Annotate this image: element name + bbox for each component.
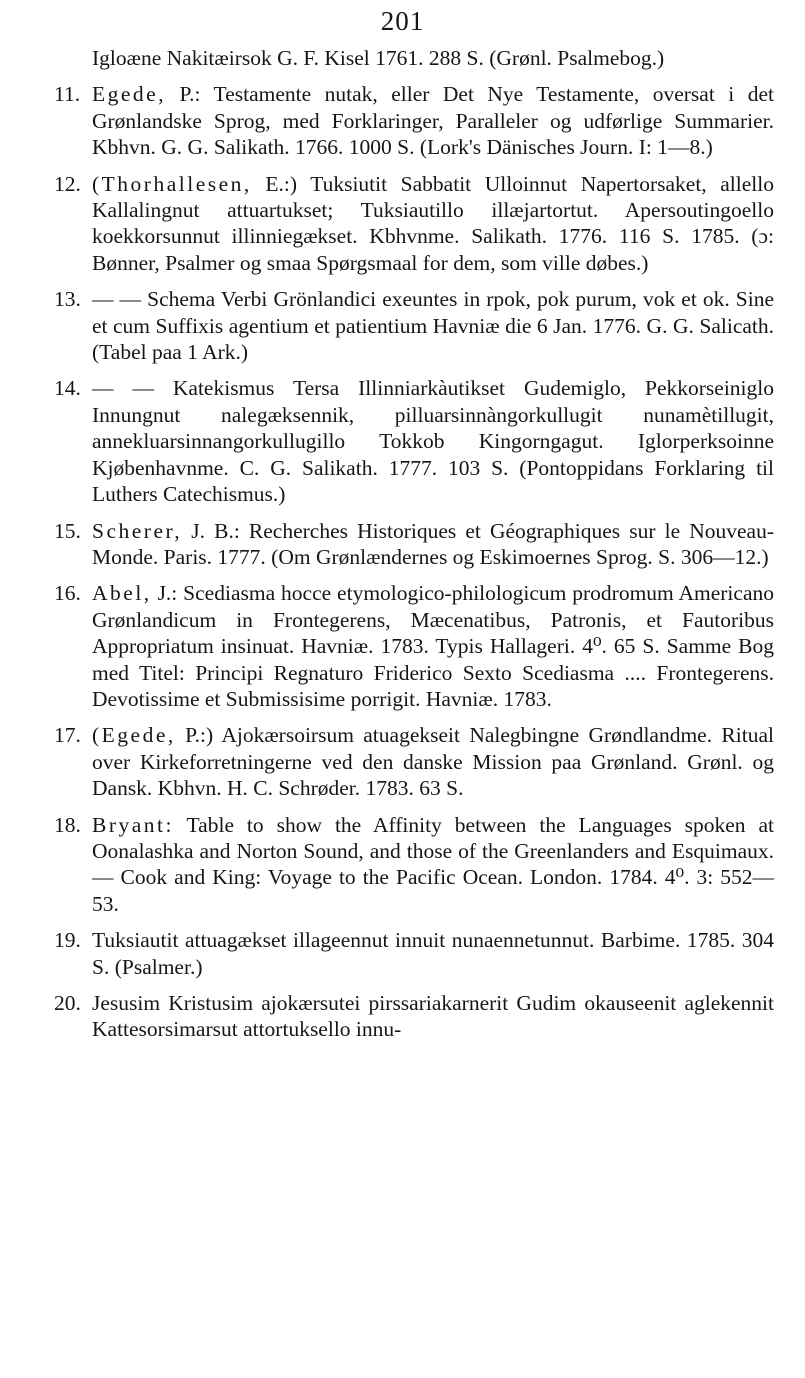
entry-number: 19. (54, 928, 81, 953)
bibliography-list (54, 45, 774, 1053)
bibliography-entry (54, 990, 774, 1043)
entry-author: Bryant: (92, 812, 174, 837)
entry-number: 14. (54, 376, 81, 401)
entry-number: 17. (54, 723, 81, 748)
entry-author: (Thorhallesen, (92, 171, 252, 196)
page-number: 201 (380, 6, 425, 36)
bibliography-entry (54, 927, 774, 980)
bibliography-entry (54, 45, 774, 71)
entry-author: Egede, (92, 82, 167, 107)
bibliography-entry (54, 286, 774, 365)
bibliography-entry (54, 580, 774, 712)
entry-number: 18. (54, 812, 81, 837)
entry-text: Tuksiautit attuagækset illageennut innuit nunaennetunnut. Barbime. 1785. 304 S. (Psalmer.) (92, 928, 774, 979)
entry-text: — — Schema Verbi Grönlandici exeuntes in rpok, pok purum, vok et ok. Sine et cum Suffixis agentium et patientium Havniæ die 6 Jan. 1776. G. G. Salicath. (Tabel paa 1 Ark.) (92, 287, 774, 365)
entry-text: Table to show the Affinity between the Languages spoken at Oonalashka and Norton Sound, and those of the Greenlanders and Esquimaux. — Cook and King: Voyage to the Pacific Ocean. London. 1784. 4⁰. 3: 552—53. (92, 812, 774, 916)
entry-text: Igloæne Nakitæirsok G. F. Kisel 1761. 288 S. (Grønl. Psalmebog.) (92, 46, 665, 70)
entry-number: 12. (54, 171, 81, 196)
bibliography-entry (54, 518, 774, 571)
entry-text: E.:) Tuksiutit Sabbatit Ulloinnut Napertorsaket, allello Kallalingnut attuartukset; Tuksiautillo illæjartortut. Apersoutingoello koekkorsunnut illinniegækset. Kbhvnme. Salikath. 1776. 116 S. 1785. (ɔ: Bønner, Psalmer og smaa Spørgsmaal for dem, som ville døbes.) (92, 171, 774, 275)
entry-text: Jesusim Kristusim ajokærsutei pirssariakarnerit Gudim okauseenit aglekennit Kattesorsimarsut attortuksello innu- (92, 991, 774, 1042)
entry-number: 16. (54, 581, 81, 606)
entry-text: P.: Testamente nutak, eller Det Nye Testamente, oversat i det Grønlandske Sprog, med Forklaringer, Paralleler og udførlige Summarier. Kbhvn. G. G. Salikath. 1766. 1000 S. (Lork's Dänisches Journ. I: 1—8.) (92, 82, 774, 160)
entry-number: 11. (54, 82, 81, 107)
bibliography-entry (54, 171, 774, 277)
bibliography-entry (54, 722, 774, 801)
entry-text: P.:) Ajokærsoirsum atuagekseit Nalegbingne Grøndlandme. Ritual over Kirkeforretningerne ved den danske Mission paa Grønland. Grønl. og Dansk. Kbhvn. H. C. Schrøder. 1783. 63 S. (92, 723, 774, 801)
entry-number: 20. (54, 991, 81, 1015)
entry-author: (Egede, (92, 723, 176, 748)
entry-number: 15. (54, 518, 81, 543)
entry-author: Abel, (92, 581, 152, 606)
entry-author: Scherer, (92, 518, 183, 543)
entry-number: 13. (54, 287, 81, 312)
entry-text: J.: Scediasma hocce etymologico-philologicum prodromum Americano Grønlandicum in Frontegerens, Mæcenatibus, Patronis, et Fautoribus Appropriatum insinuat. Havniæ. 1783. Typis Hallageri. 4⁰. 65 S. Samme Bog med Titel: Principi Regnaturo Friderico Sexto Scediasma .... Frontegerens. Devotissime et Submissisime porrigit. Havniæ. 1783. (92, 581, 774, 711)
bibliography-entry (54, 375, 774, 507)
entry-text: — — Katekismus Tersa Illinniarkàutikset Gudemiglo, Pekkorseiniglo Innungnut nalegæksennik, pilluarsinnàngorkullugit nunamètillugit, annekluarsinnangorkullugillo Tokkob Kingorngagut. Iglorperksoinne Kjøbenhavnme. C. G. Salikath. 1777. 103 S. (Pontoppidans Forklaring til Luthers Catechismus.) (92, 376, 774, 507)
bibliography-entry (54, 812, 774, 918)
entry-text: J. B.: Recherches Historiques et Géographiques sur le Nouveau-Monde. Paris. 1777. (Om Grønlændernes og Eskimoernes Sprog. S. 306—12.) (92, 518, 774, 569)
bibliography-entry (54, 81, 774, 160)
